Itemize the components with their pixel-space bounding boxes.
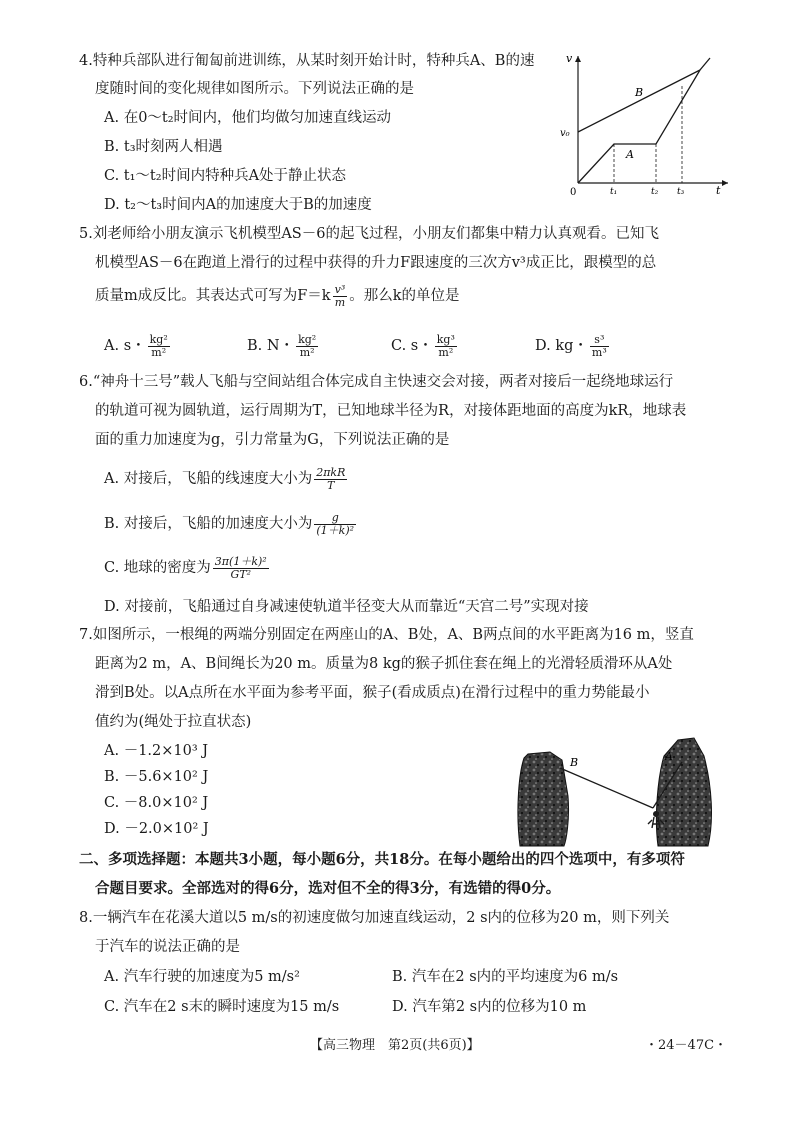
q5-option-a-fraction [148,334,170,359]
q6-option-a-text: A. 对接后，飞船的线速度大小为 [104,471,313,487]
q5-stem-line3 [95,281,460,311]
q5-option-b-den: m² [299,345,315,359]
q7-stem-line1: 7.如图所示，一根绳的两端分别固定在两座山的A、B处，A、B两点间的水平距离为16 m，竖直 [79,627,694,643]
q4-option-a: A. 在0～t₂时间内，他们均做匀加速直线运动 [104,110,392,126]
q5-formula-prefix: 质量m成反比。其表达式可写为F＝k [95,288,331,304]
q7-option-b: B. －5.6×10² J [104,769,209,785]
q4-option-b: B. t₃时刻两人相遇 [104,139,223,155]
q4-graph-tick-t1: t₁ [610,187,618,197]
q5-option-b-fraction [296,334,318,359]
q5-formula-denominator: m [334,295,346,309]
q5-stem-line2: 机模型AS－6在跑道上滑行的过程中获得的升力F跟速度的三次方v³成正比，跟模型的总 [95,255,657,271]
q6-option-c-num: 3π(1＋k)² [214,554,267,568]
q6-stem-line1: 6.“神舟十三号”载人飞船与空间站组合体完成自主快速交会对接，两者对接后一起绕地球运行 [79,374,674,390]
q5-option-b [247,331,320,361]
q5-formula-suffix: 。那么k的单位是 [349,288,460,304]
q6-option-c-den: GT² [230,567,252,581]
q4-stem-line2: 度随时间的变化规律如图所示。下列说法正确的是 [95,81,414,97]
q4-option-c: C. t₁～t₂时间内特种兵A处于静止状态 [104,168,347,184]
q4-stem-line1: 4.特种兵部队进行匍匐前进训练，从某时刻开始计时，特种兵A、B的速 [79,53,535,69]
q7-stem-line3: 滑到B处。以A点所在水平面为参考平面，猴子(看成质点)在滑行过程中的重力势能最小 [95,685,650,701]
q6-option-a-num: 2πkR [316,465,346,479]
q5-option-c-den: m² [438,345,454,359]
q4-graph-origin: 0 [570,187,577,198]
q6-option-b-fraction [314,512,356,537]
q7-stem-line2: 距离为2 m，A、B间绳长为20 m。质量为8 kg的猴子抓住套在绳上的光滑轻质滑环从A处 [95,656,673,672]
q5-option-b-num: kg² [298,332,317,346]
q8-option-b: B. 汽车在2 s内的平均速度为6 m/s [392,969,619,985]
q4-velocity-time-graph [560,48,730,198]
q5-formula-numerator: v³ [334,282,346,296]
q7-mountain-rope-figure [508,736,736,848]
q5-stem-line1: 5.刘老师给小朋友演示飞机模型AS－6的起飞过程，小朋友们都集中精力认真观看。已知飞 [79,226,659,242]
q6-option-c-text: C. 地球的密度为 [104,560,211,576]
q4-graph-tick-t2: t₂ [651,187,659,197]
page-footer-title: 【高三物理 第2页(共6页)】 [310,1038,480,1053]
q4-graph-tick-t3: t₃ [677,187,685,197]
q5-option-d-num: s³ [590,334,609,347]
q4-option-d: D. t₂～t₃时间内A的加速度大于B的加速度 [104,197,372,213]
q4-graph-t-label: t [716,184,721,197]
q6-option-b [104,509,358,539]
q5-option-c-fraction [435,334,457,359]
q6-option-c [104,553,271,583]
q5-option-a [104,331,172,361]
q8-option-c: C. 汽车在2 s末的瞬时速度为15 m/s [104,999,340,1015]
q6-option-a-fraction [314,467,347,492]
q6-option-b-den: (1＋k)² [316,523,355,537]
q5-formula-fraction [333,284,348,309]
section-2-heading-line1: 二、多项选择题：本题共3小题，每小题6分，共18分。在每小题给出的四个选项中，有多项符 [79,851,685,868]
q6-stem-line2: 的轨道可视为圆轨道，运行周期为T，已知地球半径为R，对接体距地面的高度为kR，地球表 [95,403,687,419]
q7-stem-line4: 值约为(绳处于拉直状态) [95,714,252,730]
q5-option-d-den: m³ [591,345,607,359]
q5-option-a-prefix: A. s・ [104,338,146,354]
q7-option-a: A. －1.2×10³ J [104,743,209,759]
q4-graph-label-a: A [626,148,634,161]
q6-stem-line3: 面的重力加速度为g，引力常量为G，下列说法正确的是 [95,432,450,448]
q8-stem-line2: 于汽车的说法正确的是 [95,939,240,955]
q6-option-b-num: g [314,512,356,525]
page-footer-code: ・24－47C・ [645,1038,728,1053]
q5-option-d-fraction [590,334,609,359]
q7-figure-label-a: A [665,750,673,763]
q7-option-d: D. －2.0×10² J [104,821,209,837]
q6-option-d: D. 对接前，飞船通过自身减速使轨道半径变大从而靠近“天宫二号”实现对接 [104,599,589,615]
q6-option-c-fraction [213,556,269,581]
q7-option-c: C. －8.0×10² J [104,795,209,811]
q5-option-a-num: kg² [149,332,168,346]
q4-graph-label-b: B [635,86,644,99]
q6-option-a [104,464,349,494]
q4-graph-v-label: v [566,52,573,65]
q6-option-a-den: T [327,478,335,492]
left-mountain [518,752,569,846]
q5-option-c-num: kg³ [436,332,455,346]
q5-option-c [391,331,459,361]
section-2-heading-line2: 合题目要求。全部选对的得6分，选对但不全的得3分，有选错的得0分。 [95,880,561,897]
q8-stem-line1: 8.一辆汽车在花溪大道以5 m/s的初速度做匀加速直线运动，2 s内的位移为20 m，则下列关 [79,910,670,926]
q6-option-b-text: B. 对接后，飞船的加速度大小为 [104,516,313,532]
q5-option-b-prefix: B. N・ [247,338,295,354]
q8-option-d: D. 汽车第2 s内的位移为10 m [392,999,587,1015]
q5-option-a-den: m² [151,345,167,359]
q8-option-a: A. 汽车行驶的加速度为5 m/s² [104,969,300,985]
q4-graph-v0: v₀ [560,128,570,139]
q5-option-d-prefix: D. kg・ [535,338,588,354]
q5-option-d [535,331,611,361]
q5-option-c-prefix: C. s・ [391,338,433,354]
q7-figure-label-b: B [570,756,579,769]
